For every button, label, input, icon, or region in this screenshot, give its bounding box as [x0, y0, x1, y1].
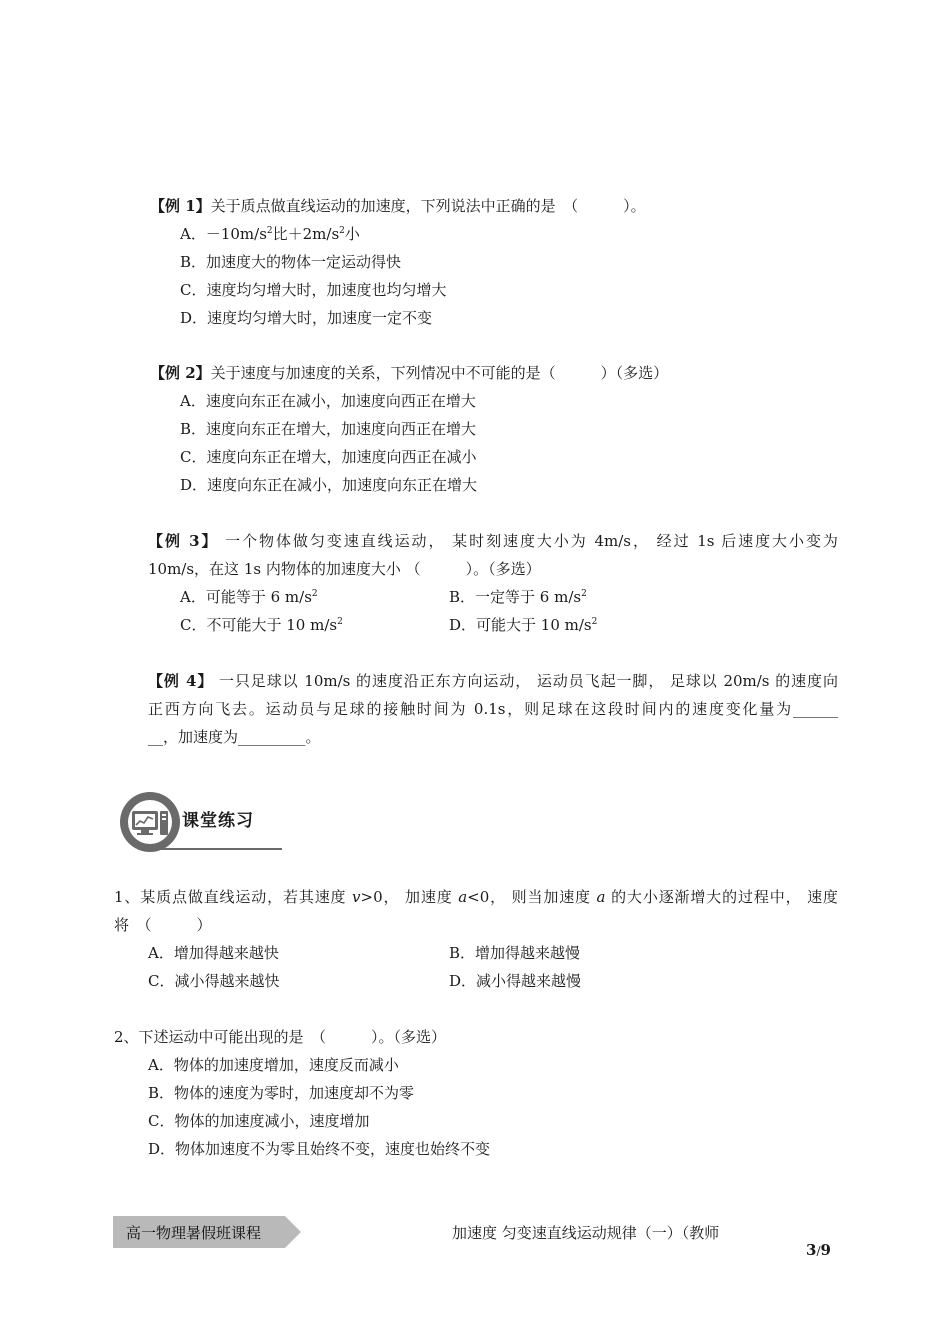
question-2-option-a: A．物体的加速度增加，速度反而减小	[148, 1056, 399, 1074]
example-1-option-a: A．$-10m/s^2$比$+2m/s^2$小	[180, 225, 360, 243]
example-4-stem-line-1: 【例 4】 一只足球以 10m/s 的速度沿正东方向运动， 运动员飞起一脚， 足球以 20m/s 的速度向	[148, 672, 838, 690]
question-2-option-c: C．物体的加速度减小，速度增加	[148, 1112, 370, 1130]
question-1-option-a: A．增加得越来越快	[148, 944, 279, 962]
question-1-stem-line-2: 将 （ ）	[114, 916, 212, 934]
example-3-stem-line-1: 【例 3】 一个物体做匀变速直线运动， 某时刻速度大小为 4m/s， 经过 1s 后速度大小变为	[148, 532, 838, 550]
example-3-label: 【例 3】	[148, 532, 219, 550]
example-1-option-d: D．速度均匀增大时，加速度一定不变	[180, 309, 433, 327]
example-2-option-c: C．速度向东正在增大，加速度向西正在减小	[180, 448, 477, 466]
example-2-label: 【例 2】	[150, 364, 211, 382]
example-2-stem: 【例 2】关于速度与加速度的关系，下列情况中不可能的是（ ）（多选）	[150, 364, 669, 382]
example-4-stem-line-3: __，加速度为_________。	[148, 728, 321, 746]
page-separator: /	[816, 1244, 821, 1258]
footer-lesson-title: 加速度 匀变速直线运动规律（一）（教师	[452, 1224, 720, 1242]
total-pages: 9	[820, 1241, 831, 1259]
example-1-stem: 【例 1】关于质点做直线运动的加速度，下列说法中正确的是 （ ）。	[150, 197, 646, 215]
section-title: 课堂练习	[182, 811, 254, 831]
example-2-option-a: A．速度向东正在减小，加速度向西正在增大	[180, 392, 476, 410]
example-4-label: 【例 4】	[148, 672, 214, 690]
example-4-stem-line-2: 正西方向飞去。运动员与足球的接触时间为 0.1s，则足球在这段时间内的速度变化量为______	[148, 700, 838, 718]
example-3-option-d: D．可能大于 10 $m/s^2$	[449, 616, 598, 634]
example-1-label: 【例 1】	[150, 197, 211, 215]
current-page: 3	[806, 1241, 817, 1259]
example-3-option-c: C．不可能大于 10 $m/s^2$	[180, 616, 343, 634]
question-1-option-d: D．减小得越来越慢	[449, 972, 582, 990]
example-1-option-b: B．加速度大的物体一定运动得快	[180, 253, 402, 271]
question-2-option-d: D．物体加速度不为零且始终不变，速度也始终不变	[148, 1140, 491, 1158]
question-1-option-c: C．减小得越来越快	[148, 972, 280, 990]
example-2-option-d: D．速度向东正在减小，加速度向东正在增大	[180, 476, 478, 494]
example-3-option-a: A．可能等于 6 $m/s^2$	[180, 588, 318, 606]
footer-course-name: 高一物理暑假班课程	[126, 1224, 262, 1242]
question-2-option-b: B．物体的速度为零时，加速度却不为零	[148, 1084, 415, 1102]
example-1-option-c: C．速度均匀增大时，加速度也均匀增大	[180, 281, 447, 299]
example-2-option-b: B．速度向东正在增大，加速度向西正在增大	[180, 420, 477, 438]
example-3-stem-line-2: 10m/s，在这 1s 内物体的加速度大小 （ ）。（多选）	[148, 560, 541, 578]
question-1-stem-line-1: 1、某质点做直线运动，若其速度 v>0， 加速度 a<0， 则当加速度 a 的大小逐渐增大的过程中， 速度	[114, 888, 838, 906]
question-1-option-b: B．增加得越来越慢	[449, 944, 581, 962]
example-3-option-b: B．一定等于 6 $m/s^2$	[449, 588, 587, 606]
section-underline	[150, 848, 282, 850]
monitor-chart-icon	[130, 808, 170, 838]
question-2-stem: 2、下述运动中可能出现的是 （ ）。（多选）	[114, 1028, 447, 1046]
page-number	[806, 1241, 831, 1259]
